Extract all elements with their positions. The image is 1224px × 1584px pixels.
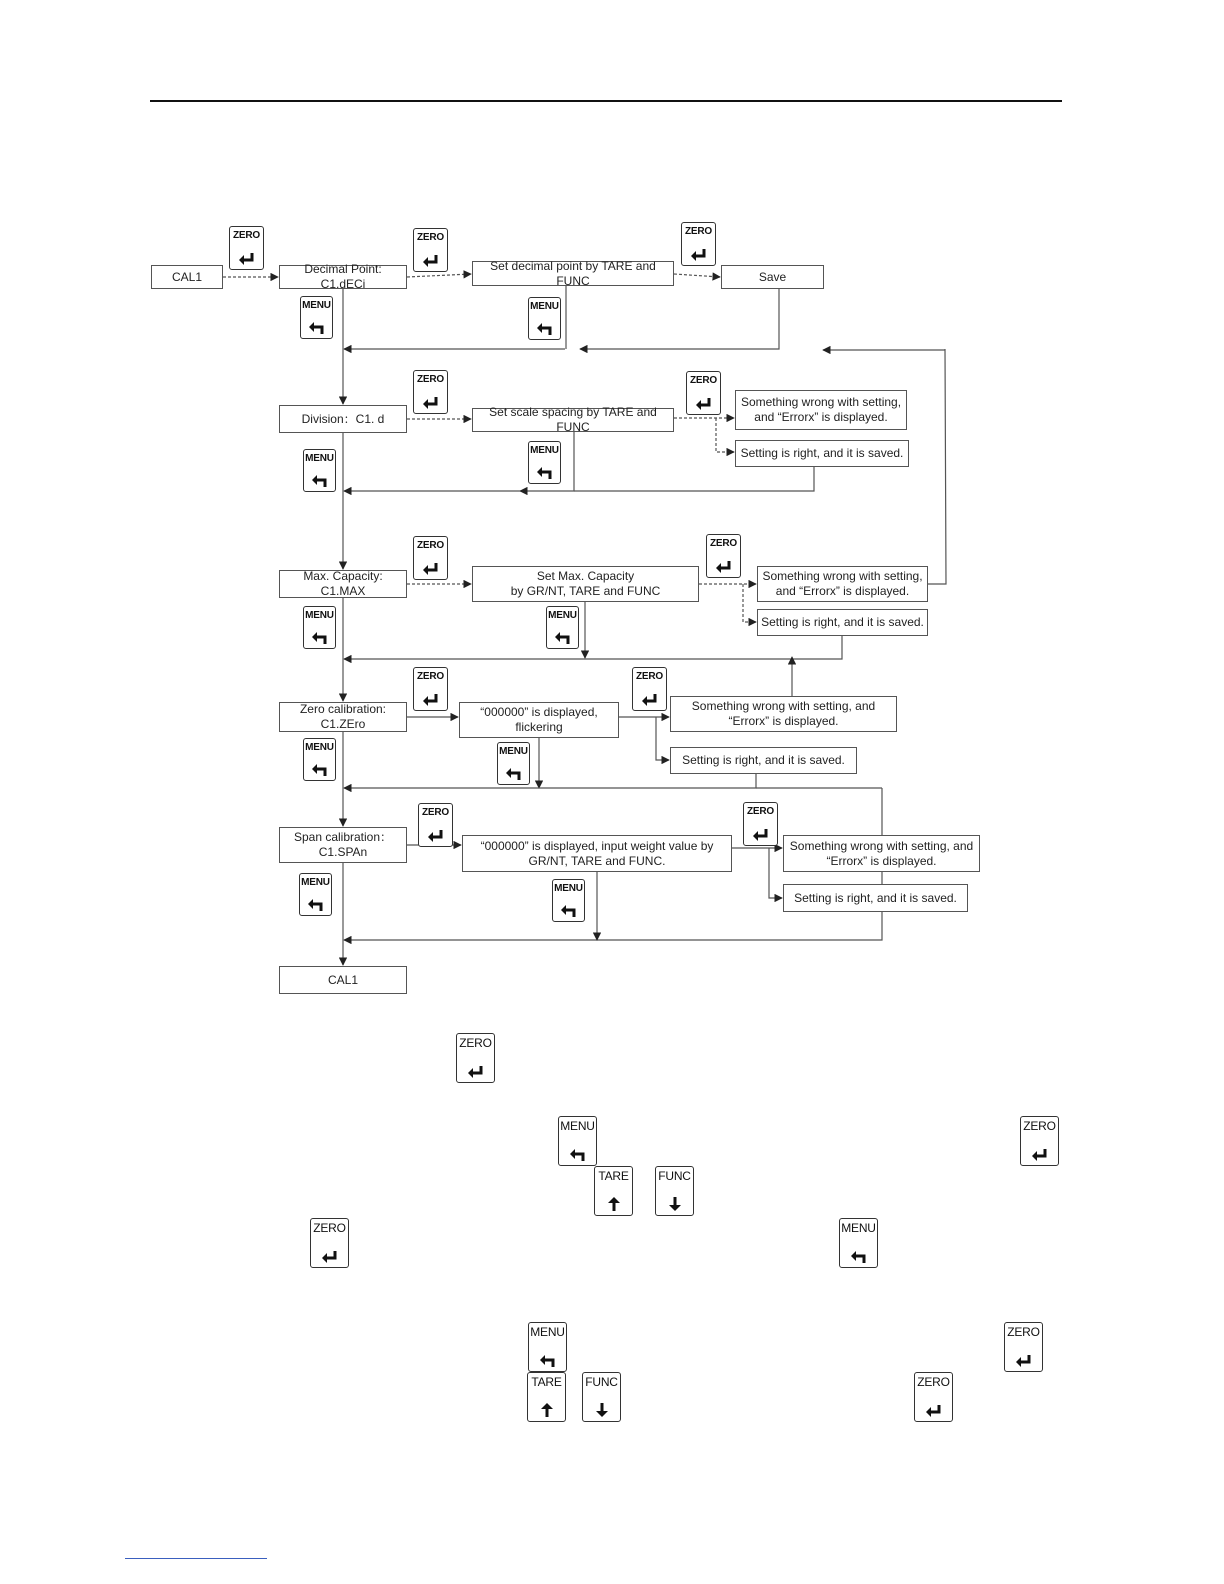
tare-key-label: TARE [598, 1169, 629, 1183]
back-arrow-icon [306, 898, 326, 912]
max-ok-box: Setting is right, and it is saved. [757, 609, 928, 636]
zero-display-box: “000000” is displayed, flickering [459, 702, 619, 738]
enter-arrow-icon [466, 1065, 486, 1079]
up-arrow-icon [607, 1196, 621, 1212]
set-decimal-box: Set decimal point by TARE and FUNC [472, 261, 674, 286]
zero-key-label: ZERO [417, 374, 444, 385]
zero-key [686, 371, 721, 415]
zero-key [681, 222, 716, 266]
down-arrow-icon [668, 1196, 682, 1212]
zero-key [418, 803, 453, 847]
menu-key-label: MENU [548, 610, 577, 621]
zero-key [413, 667, 448, 711]
zero-key-label: ZERO [417, 671, 444, 682]
menu-key-label: MENU [530, 445, 559, 456]
func-key-label: FUNC [658, 1169, 691, 1183]
menu-key-label: MENU [530, 301, 559, 312]
tare-key [594, 1166, 633, 1216]
cal1-end-box: CAL1 [279, 966, 407, 994]
span-display-box: “000000” is displayed, input weight value by GR/NT, TARE and FUNC. [462, 835, 732, 872]
zero-key-label: ZERO [685, 226, 712, 237]
menu-key [528, 1322, 567, 1372]
back-arrow-icon [504, 767, 524, 781]
enter-arrow-icon [421, 562, 441, 576]
menu-key [300, 296, 333, 339]
menu-key-label: MENU [305, 742, 334, 753]
menu-key [303, 449, 336, 492]
func-key [655, 1166, 694, 1216]
menu-key [528, 441, 561, 484]
menu-key-label: MENU [301, 877, 330, 888]
connector [928, 349, 946, 584]
tare-key-label: TARE [531, 1375, 562, 1389]
menu-key-label: MENU [305, 610, 334, 621]
menu-key-label: MENU [305, 453, 334, 464]
down-arrow-icon [595, 1402, 609, 1418]
zero-key [456, 1033, 495, 1083]
enter-arrow-icon [421, 396, 441, 410]
zero-ok-box: Setting is right, and it is saved. [670, 747, 857, 774]
zero-key-label: ZERO [313, 1221, 346, 1235]
enter-arrow-icon [640, 693, 660, 707]
connector [743, 584, 756, 622]
zero-key-label: ZERO [459, 1036, 492, 1050]
zero-key [743, 802, 778, 846]
division-error-box: Something wrong with setting, and “Errorx” is displayed. [735, 390, 907, 430]
set-max-box: Set Max. Capacity by GR/NT, TARE and FUNC [472, 566, 699, 602]
menu-key [303, 606, 336, 649]
footnote-rule [125, 1558, 267, 1559]
tare-key [527, 1372, 566, 1422]
func-key-label: FUNC [585, 1375, 618, 1389]
menu-key [303, 738, 336, 781]
connector [656, 717, 669, 760]
connector [344, 774, 756, 788]
menu-key [552, 879, 585, 922]
zero-key-label: ZERO [747, 806, 774, 817]
max-capacity-box: Max. Capacity: C1.MAX [279, 570, 407, 598]
menu-key [839, 1218, 878, 1268]
enter-arrow-icon [421, 693, 441, 707]
menu-key-label: MENU [841, 1221, 876, 1235]
back-arrow-icon [553, 631, 573, 645]
enter-arrow-icon [237, 252, 257, 266]
zero-calibration-box: Zero calibration: C1.ZEro [279, 702, 407, 732]
enter-arrow-icon [694, 397, 714, 411]
menu-key [299, 873, 332, 916]
back-arrow-icon [310, 474, 330, 488]
menu-key-label: MENU [530, 1325, 565, 1339]
back-arrow-icon [538, 1354, 558, 1368]
back-arrow-icon [307, 321, 327, 335]
back-arrow-icon [535, 322, 555, 336]
cal1-start-box: CAL1 [151, 265, 223, 289]
menu-key-label: MENU [554, 883, 583, 894]
zero-key [413, 370, 448, 414]
zero-key-label: ZERO [417, 540, 444, 551]
enter-arrow-icon [714, 560, 734, 574]
connector [580, 289, 779, 349]
span-error-box: Something wrong with setting, and “Errorx” is displayed. [783, 835, 980, 872]
save-box: Save [721, 265, 824, 289]
back-arrow-icon [310, 763, 330, 777]
enter-arrow-icon [924, 1404, 944, 1418]
connector [574, 467, 814, 491]
enter-arrow-icon [1014, 1354, 1034, 1368]
span-calibration-box: Span calibration： C1.SPAn [279, 827, 407, 863]
back-arrow-icon [310, 631, 330, 645]
back-arrow-icon [535, 466, 555, 480]
zero-key-label: ZERO [1007, 1325, 1040, 1339]
zero-key-label: ZERO [1023, 1119, 1056, 1133]
zero-key [310, 1218, 349, 1268]
division-ok-box: Setting is right, and it is saved. [735, 440, 909, 467]
zero-key [1020, 1116, 1059, 1166]
back-arrow-icon [849, 1250, 869, 1264]
menu-key [546, 606, 579, 649]
back-arrow-icon [559, 904, 579, 918]
menu-key [497, 742, 530, 785]
menu-key [558, 1116, 597, 1166]
zero-key-label: ZERO [636, 671, 663, 682]
enter-arrow-icon [426, 829, 446, 843]
zero-key-label: ZERO [690, 375, 717, 386]
menu-key [528, 297, 561, 340]
connector [716, 418, 734, 452]
connector [407, 274, 471, 277]
zero-key-label: ZERO [917, 1375, 950, 1389]
zero-key-label: ZERO [233, 230, 260, 241]
connector [674, 274, 720, 277]
decimal-point-box: Decimal Point: C1.dECi [279, 265, 407, 289]
max-error-box: Something wrong with setting, and “Errorx” is displayed. [757, 566, 928, 602]
zero-key [229, 226, 264, 270]
connector [344, 636, 842, 659]
zero-key-label: ZERO [710, 538, 737, 549]
zero-key-label: ZERO [422, 807, 449, 818]
enter-arrow-icon [320, 1250, 340, 1264]
enter-arrow-icon [689, 248, 709, 262]
set-spacing-box: Set scale spacing by TARE and FUNC [472, 408, 674, 432]
zero-key [706, 534, 741, 578]
back-arrow-icon [568, 1148, 588, 1162]
zero-key [1004, 1322, 1043, 1372]
func-key [582, 1372, 621, 1422]
division-box: Division：C1. d [279, 405, 407, 433]
up-arrow-icon [540, 1402, 554, 1418]
enter-arrow-icon [421, 254, 441, 268]
zero-key [413, 536, 448, 580]
menu-key-label: MENU [302, 300, 331, 311]
enter-arrow-icon [751, 828, 771, 842]
zero-key-label: ZERO [417, 232, 444, 243]
menu-key-label: MENU [560, 1119, 595, 1133]
zero-key [632, 667, 667, 711]
menu-key-label: MENU [499, 746, 528, 757]
enter-arrow-icon [1030, 1148, 1050, 1162]
zero-key [914, 1372, 953, 1422]
connector [769, 848, 782, 898]
zero-error-box: Something wrong with setting, and “Errorx” is displayed. [670, 696, 897, 732]
span-ok-box: Setting is right, and it is saved. [783, 884, 968, 912]
zero-key [413, 228, 448, 272]
